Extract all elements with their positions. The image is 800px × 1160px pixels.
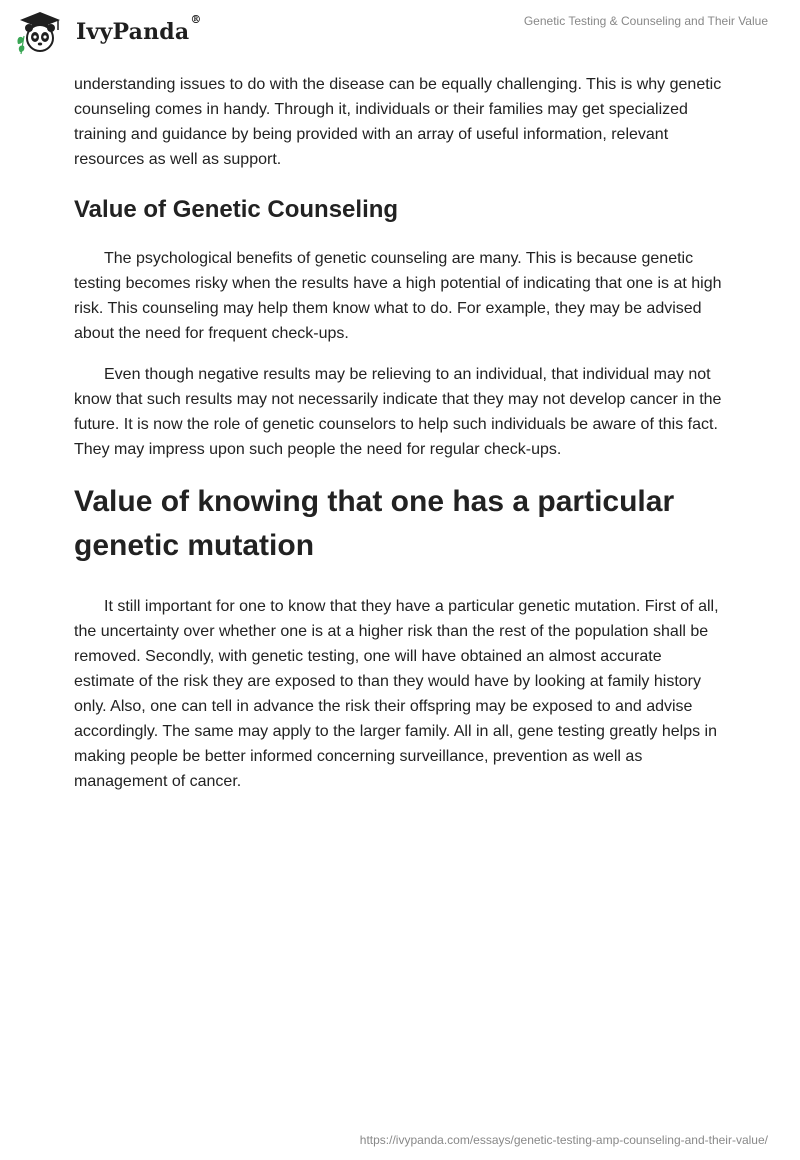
article-body (74, 72, 726, 794)
brand-name: IvyPanda® (76, 13, 202, 45)
paragraph: It still important for one to know that they have a particular genetic mutation. First of all, the uncertainty over whether one is at a higher risk than the rest of the population shall be removed. Secondly, with genetic testing, one will have obtained an almost accurate estimate of the risk they are exposed to than they would have by looking at family history only. Also, one can tell in advance the risk their offspring may be exposed to and advise accordingly. The same may apply to the larger family. All in all, gene testing greatly helps in making people be better informed concerning surveillance, prevention as well as management of cancer. (74, 598, 719, 790)
panda-graduate-logo-icon (14, 8, 66, 56)
brand-logo[interactable] (14, 8, 202, 56)
section-heading-genetic-mutation: Value of knowing that one has a particular genetic mutation (74, 485, 675, 562)
intro-paragraph: understanding issues to do with the disease can be equally challenging. This is why genetic counseling comes in handy. Through it, individuals or their families may get specialized training and guidance by being provided with an array of useful information, relevant resources as well as support. (74, 76, 722, 168)
source-url[interactable]: https://ivypanda.com/essays/genetic-testing-amp-counseling-and-their-value/ (359, 1133, 768, 1147)
page-header (0, 0, 800, 60)
section-heading-genetic-counseling: Value of Genetic Counseling (74, 196, 399, 223)
paragraph: Even though negative results may be relieving to an individual, that individual may not know that such results may not necessarily indicate that they may not develop cancer in the future. It is now the role of genetic counselors to help such individuals be aware of this fact. They may impress upon such people the need for regular check-ups. (74, 366, 722, 458)
paragraph: The psychological benefits of genetic counseling are many. This is because genetic testing becomes risky when the results have a high potential of indicating that one is at high risk. This counseling may help them know what to do. For example, they may be advised about the need for frequent check-ups. (74, 250, 722, 342)
document-title: Genetic Testing & Counseling and Their Value (523, 14, 768, 28)
